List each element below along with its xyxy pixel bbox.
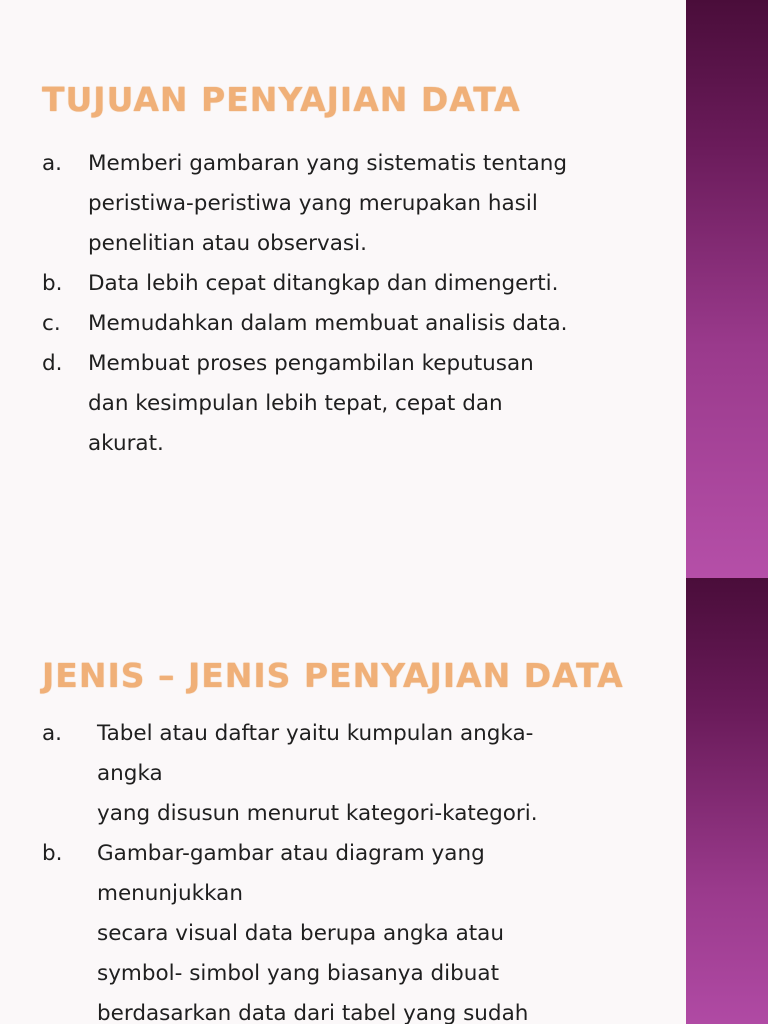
slide-title: TUJUAN PENYAJIAN DATA: [42, 80, 521, 119]
list-item: [42, 834, 648, 1024]
list-item-text: dan kesimpulan lebih tepat, cepat dan: [88, 391, 503, 416]
list-item-text: Tabel atau daftar yaitu kumpulan angka-: [97, 721, 534, 746]
slide-jenis: [0, 578, 768, 1024]
list-marker: b.: [42, 841, 63, 866]
decorative-side-bar: [686, 0, 768, 578]
list-marker: a.: [42, 151, 63, 176]
list-item-text: penelitian atau observasi.: [88, 231, 367, 256]
list-item-text: secara visual data berupa angka atau: [97, 921, 504, 946]
list-item-text: angka: [97, 761, 163, 786]
list-item-text: peristiwa-peristiwa yang merupakan hasil: [88, 191, 538, 216]
list-item: [42, 714, 648, 834]
list-item-text: yang disusun menurut kategori-kategori.: [97, 801, 538, 826]
list-marker: c.: [42, 311, 61, 336]
list-item-text: Memudahkan dalam membuat analisis data.: [88, 311, 568, 336]
list-item: [42, 344, 648, 464]
list-item-text: Gambar-gambar atau diagram yang: [97, 841, 485, 866]
list-marker: a.: [42, 721, 63, 746]
slide-title: JENIS – JENIS PENYAJIAN DATA: [42, 656, 624, 695]
list-item: [42, 144, 648, 264]
list-item-text: Data lebih cepat ditangkap dan dimengerti.: [88, 271, 559, 296]
list-marker: b.: [42, 271, 63, 296]
list-marker: d.: [42, 351, 63, 376]
list-item-text: symbol- simbol yang biasanya dibuat: [97, 961, 500, 986]
list-item-text: akurat.: [88, 431, 164, 456]
decorative-side-bar: [686, 578, 768, 1024]
list-item: [42, 304, 648, 344]
list-item: [42, 264, 648, 304]
list-item-text: berdasarkan data dari tabel yang sudah: [97, 1001, 529, 1024]
list-item-text: menunjukkan: [97, 881, 243, 906]
types-list: [42, 714, 648, 1024]
purpose-list: [42, 144, 648, 464]
list-item-text: Memberi gambaran yang sistematis tentang: [88, 151, 568, 176]
list-item-text: Membuat proses pengambilan keputusan: [88, 351, 534, 376]
